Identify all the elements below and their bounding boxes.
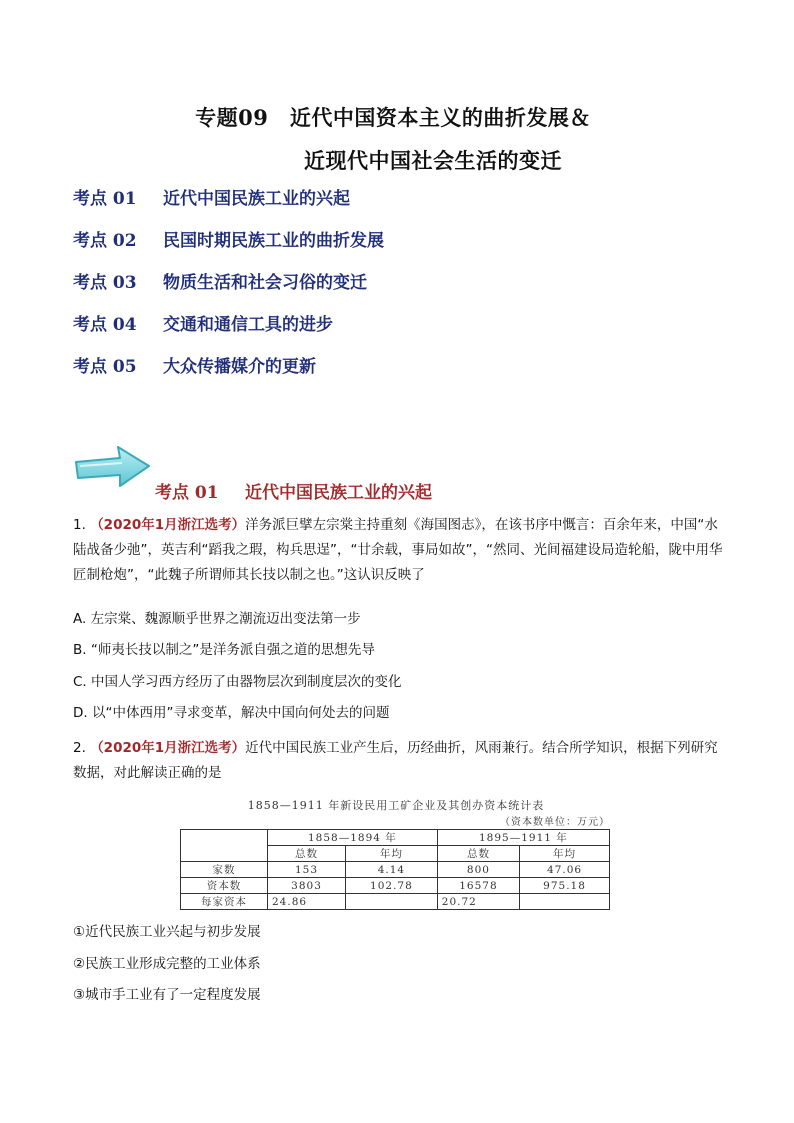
table-cell: 24.86 [268,894,346,910]
statement-1: ①近代民族工业兴起与初步发展 [73,924,261,940]
statistics-table-figure [178,797,614,910]
topic-list [73,186,384,396]
topic-key: 考点 03 [73,273,137,293]
page-title-line-1: 专题09 近代中国资本主义的曲折发展＆ [195,105,591,130]
section-key: 考点 01 [155,483,219,503]
topic-item [73,312,384,354]
option-c: C. 中国人学习西方经历了由器物层次到制度层次的变化 [73,674,402,690]
table-row-label: 家数 [181,862,268,878]
table-header-row [181,830,610,846]
table-cell [520,894,610,910]
table-cell [346,894,438,910]
table-period-header: 1858—1894 年 [268,830,438,846]
topic-text: 民国时期民族工业的曲折发展 [163,231,384,251]
topic-key: 考点 01 [73,189,137,209]
section-text: 近代中国民族工业的兴起 [245,483,432,503]
topic-item [73,228,384,270]
topic-text: 大众传播媒介的更新 [163,357,316,377]
table-cell: 20.72 [437,894,519,910]
option-d: D. 以“中体西用”寻求变革，解决中国向何处去的问题 [73,705,390,721]
topic-key: 考点 04 [73,315,137,335]
question-2 [73,736,723,786]
question-number: 1. [73,517,86,533]
table-row [181,862,610,878]
table-subheader: 总数 [268,846,346,862]
topic-text: 物质生活和社会习俗的变迁 [163,273,367,293]
statement-3: ③城市手工业有了一定程度发展 [73,987,261,1003]
topic-key: 考点 02 [73,231,137,251]
table-cell: 3803 [268,878,346,894]
section-heading [155,478,432,503]
page-title-line-2: 近现代中国社会生活的变迁 [304,148,562,173]
question-source: （2020年1月浙江选考） [90,517,246,533]
table-cell: 4.14 [346,862,438,878]
table-subheader: 总数 [437,846,519,862]
table-row-label: 资本数 [181,878,268,894]
right-arrow-icon [74,444,152,490]
statement-2: ②民族工业形成完整的工业体系 [73,956,261,972]
table-corner-cell [181,830,268,862]
question-stem: 洋务派巨擘左宗棠主持重刻《海国图志》，在该书序中慨言：百余年来，中国“水陆战备少弛”，英吉利“蹈我之瑕，构兵思逞”，“廿余载，事局如故”，“然同、光间福建设局造轮船，陇中用华匠制枪炮”，“此魏子所谓师其长技以制之也。”这认识反映了 [73,517,723,583]
question-number: 2. [73,740,86,756]
topic-text: 交通和通信工具的进步 [163,315,333,335]
table-title: 1858—1911 年新设民用工矿企业及其创办资本统计表 [247,799,545,812]
table-row [181,894,610,910]
topic-item [73,186,384,228]
question-source: （2020年1月浙江选考） [90,740,246,756]
table-period-header: 1895—1911 年 [437,830,609,846]
table-row [181,878,610,894]
topic-item [73,354,384,396]
question-stem: 近代中国民族工业产生后，历经曲折，风雨兼行。结合所学知识，根据下列研究数据，对此解读正确的是 [73,740,718,781]
table-cell: 800 [437,862,519,878]
table-subheader: 年均 [346,846,438,862]
table-unit: （资本数单位：万元） [500,817,610,828]
table-subheader: 年均 [520,846,610,862]
table-cell: 153 [268,862,346,878]
table-cell: 102.78 [346,878,438,894]
topic-item [73,270,384,312]
table-cell: 975.18 [520,878,610,894]
table-cell: 16578 [437,878,519,894]
topic-text: 近代中国民族工业的兴起 [163,189,350,209]
table-row-label: 每家资本 [181,894,268,910]
statistics-table [180,829,610,910]
table-cell: 47.06 [520,862,610,878]
option-a: A. 左宗棠、魏源顺乎世界之潮流迈出变法第一步 [73,611,361,627]
topic-key: 考点 05 [73,357,137,377]
question-1 [73,513,723,588]
option-b: B. “师夷长技以制之”是洋务派自强之道的思想先导 [73,642,375,658]
